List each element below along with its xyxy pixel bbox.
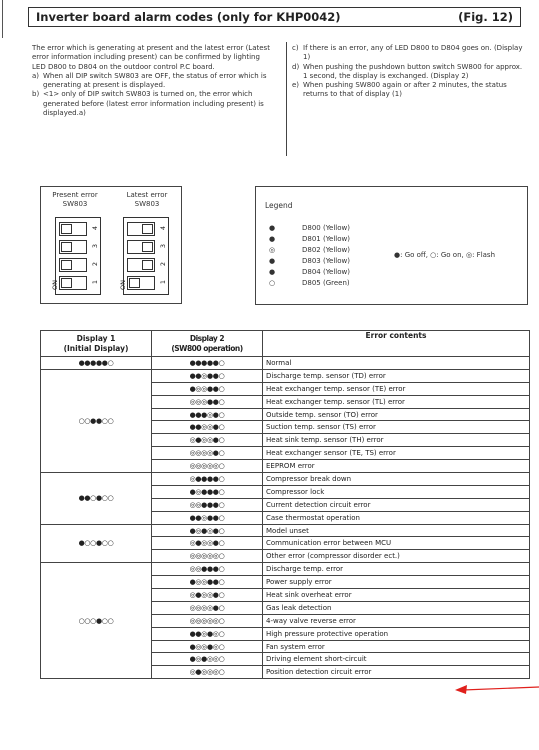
legend-row: [267, 235, 387, 245]
table-row: [41, 524, 530, 537]
arrow-head: [455, 685, 467, 694]
header-subtext: (SW800 operation): [171, 343, 243, 353]
legend-label: D804 (Yellow): [302, 268, 350, 276]
dip-knob-on: [129, 278, 140, 288]
dip-switch-diagram: [40, 186, 182, 304]
display1-led-pattern: ●○○●○○: [41, 524, 152, 563]
legend-label: D801 (Yellow): [302, 235, 350, 243]
error-content-cell: High pressure protective operation: [263, 627, 530, 640]
table-row: [41, 369, 530, 382]
intro-item-b: [32, 90, 270, 118]
error-content-cell: Case thermostat operation: [263, 511, 530, 524]
error-content-cell: Heat exchanger temp. sensor (TL) error: [263, 395, 530, 408]
legend-row: [267, 246, 387, 256]
dip-slot: [59, 258, 87, 272]
error-content-cell: Compressor break down: [263, 473, 530, 486]
display2-led-pattern: ◎◎◎◎◎○: [152, 460, 263, 473]
col-header-display1: [41, 331, 152, 357]
dip-slot: [59, 276, 87, 290]
list-marker: b): [32, 90, 40, 99]
dip-slot: [127, 240, 155, 254]
display2-led-pattern: ●◎●●●○: [152, 485, 263, 498]
arrow-shaft: [463, 687, 539, 690]
led-off-icon: ●: [268, 224, 276, 232]
on-label-present: ON: [50, 280, 59, 290]
error-content-cell: Gas leak detection: [263, 601, 530, 614]
col-header-display2: [152, 331, 263, 357]
display2-led-pattern: ●◎●◎◎○: [152, 653, 263, 666]
display2-led-pattern: ◎◎◎◎●○: [152, 601, 263, 614]
display1-led-pattern: ○○●●○○: [41, 369, 152, 472]
error-content-cell: Suction temp. sensor (TS) error: [263, 421, 530, 434]
legend-label: D803 (Yellow): [302, 257, 350, 265]
error-content-cell: Model unset: [263, 524, 530, 537]
intro-item-c: [292, 44, 528, 63]
legend-label: D805 (Green): [302, 279, 350, 287]
error-content-cell: Driving element short-circuit: [263, 653, 530, 666]
legend-box: [255, 186, 528, 305]
table-row: [41, 473, 530, 486]
error-content-cell: Outside temp. sensor (TO) error: [263, 408, 530, 421]
list-text: When all DIP switch SW803 are OFF, the status of error which is generating at present is displayed.: [43, 71, 267, 90]
dip-slot: [59, 240, 87, 254]
led-off-icon: ●: [268, 257, 276, 265]
list-marker: d): [292, 62, 300, 71]
error-content-cell: EEPROM error: [263, 460, 530, 473]
display1-led-pattern: ●●○●○○: [41, 473, 152, 525]
header-text: Display 1: [76, 333, 116, 343]
error-content-cell: Heat sink overheat error: [263, 589, 530, 602]
display2-led-pattern: ●●◎●●○: [152, 511, 263, 524]
present-sw-label: SW803: [62, 199, 88, 208]
intro-left: [32, 44, 270, 118]
display2-led-pattern: ●●◎◎●○: [152, 421, 263, 434]
figure-label: (Fig. 12): [458, 10, 513, 24]
legend-row: [267, 224, 387, 234]
display2-led-pattern: ◎●◎◎●○: [152, 434, 263, 447]
present-dip-switch: [55, 217, 101, 295]
present-error-label: Present error: [52, 191, 98, 199]
on-label-latest: ON: [118, 280, 127, 290]
legend-label: D802 (Yellow): [302, 246, 350, 254]
error-content-cell: Heat exchanger sensor (TE, TS) error: [263, 447, 530, 460]
display2-led-pattern: ●◎◎●●○: [152, 382, 263, 395]
error-content-cell: Current detection circuit error: [263, 498, 530, 511]
pointer-arrow: [455, 683, 539, 697]
led-flash-icon: ◎: [268, 246, 276, 254]
present-error-heading: [47, 191, 103, 208]
dip-number: 4: [90, 225, 99, 231]
display1-led-pattern: ●●●●●○: [41, 357, 152, 370]
error-content-cell: Compressor lock: [263, 485, 530, 498]
intro-paragraph: The error which is generating at present and the latest error (Latest error information including present) can be confirmed by lighting LED D800 to D804 on the outdoor control P.C board.: [32, 44, 270, 71]
dip-number: 4: [158, 225, 167, 231]
list-marker: e): [292, 81, 300, 90]
display2-led-pattern: ◎●●●●○: [152, 473, 263, 486]
display1-led-pattern: ○○○●○○: [41, 563, 152, 679]
display2-led-pattern: ●●●●●○: [152, 357, 263, 370]
page-edge-mark: [0, 0, 3, 38]
dip-knob-off: [61, 260, 72, 270]
dip-slot: [127, 276, 155, 290]
col-header-error-contents: Error contents: [263, 331, 530, 357]
table-row: [41, 357, 530, 370]
dip-slot: [59, 222, 87, 236]
legend-title: Legend: [265, 201, 293, 210]
header-subtext: (Initial Display): [63, 343, 129, 353]
dip-number: 1: [158, 279, 167, 285]
display2-led-pattern: ●◎◎●●○: [152, 576, 263, 589]
section-title: Inverter board alarm codes (only for KHP0042): [36, 10, 341, 24]
legend-row: [267, 279, 387, 289]
legend-row: [267, 257, 387, 267]
dip-knob-off: [142, 242, 153, 252]
display2-led-pattern: ◎●◎◎◎○: [152, 666, 263, 679]
dip-knob-off: [61, 278, 72, 288]
list-text: When pushing SW800 again or after 2 minutes, the status returns to that of display (1): [303, 81, 507, 99]
error-code-table: [40, 330, 530, 679]
section-header: [28, 7, 521, 27]
legend-label: D800 (Yellow): [302, 224, 350, 232]
display2-led-pattern: ◎◎◎◎◎○: [152, 614, 263, 627]
display2-led-pattern: ◎●◎◎●○: [152, 537, 263, 550]
error-content-cell: Fan system error: [263, 640, 530, 653]
latest-sw-label: SW803: [134, 199, 160, 208]
dip-number: 2: [90, 261, 99, 267]
intro-right: [292, 44, 528, 100]
display2-led-pattern: ◎◎●●●○: [152, 563, 263, 576]
column-divider: [286, 42, 287, 156]
error-content-cell: Discharge temp. error: [263, 563, 530, 576]
error-content-cell: Communication error between MCU: [263, 537, 530, 550]
header-text: Display 2: [189, 333, 225, 343]
table-row: [41, 563, 530, 576]
dip-number: 3: [90, 243, 99, 249]
dip-knob-off: [142, 260, 153, 270]
dip-number: 3: [158, 243, 167, 249]
display2-led-pattern: ◎●◎◎●○: [152, 589, 263, 602]
latest-dip-switch: [123, 217, 169, 295]
latest-error-heading: [117, 191, 177, 208]
error-content-cell: Normal: [263, 357, 530, 370]
display2-led-pattern: ●◎●◎●○: [152, 524, 263, 537]
legend-row: [267, 268, 387, 278]
display2-led-pattern: ◎◎◎◎◎○: [152, 550, 263, 563]
dip-slot: [127, 222, 155, 236]
dip-knob-off: [61, 242, 72, 252]
error-content-cell: Position detection circuit error: [263, 666, 530, 679]
list-text: When pushing the pushdown button switch SW800 for approx. 1 second, the display is exchanged. (Display 2): [303, 62, 523, 80]
table-header-row: [41, 331, 530, 357]
error-content-cell: Heat sink temp. sensor (TH) error: [263, 434, 530, 447]
error-content-cell: Heat exchanger temp. sensor (TE) error: [263, 382, 530, 395]
intro-item-e: [292, 81, 528, 100]
led-off-icon: ●: [268, 235, 276, 243]
display2-led-pattern: ◎◎●●●○: [152, 498, 263, 511]
error-content-cell: Power supply error: [263, 576, 530, 589]
display2-led-pattern: ◎◎◎◎●○: [152, 447, 263, 460]
led-off-icon: ●: [268, 268, 276, 276]
list-text: <1> only of DIP switch SW803 is turned on, the error which generated before (latest error information including present) is displayed.a): [43, 90, 264, 118]
display2-led-pattern: ◎◎◎●●○: [152, 395, 263, 408]
dip-slot: [127, 258, 155, 272]
dip-knob-off: [61, 224, 72, 234]
dip-number: 1: [90, 279, 99, 285]
display2-led-pattern: ●●●◎●○: [152, 408, 263, 421]
legend-note: ●: Go off, ○: Go on, ◎: Flash: [394, 251, 496, 259]
list-marker: c): [292, 44, 299, 52]
dip-knob-off: [142, 224, 153, 234]
display2-led-pattern: ●●◎●●○: [152, 369, 263, 382]
intro-item-a: [32, 72, 270, 91]
table-body: [41, 357, 530, 679]
error-content-cell: Discharge temp. sensor (TD) error: [263, 369, 530, 382]
intro-item-d: [292, 63, 528, 82]
display2-led-pattern: ●◎◎●◎○: [152, 640, 263, 653]
error-content-cell: 4-way valve reverse error: [263, 614, 530, 627]
latest-error-label: Latest error: [126, 191, 168, 199]
error-content-cell: Other error (compressor disorder ect.): [263, 550, 530, 563]
dip-number: 2: [158, 261, 167, 267]
list-text: If there is an error, any of LED D800 to D804 goes on. (Display 1): [303, 44, 523, 62]
list-marker: a): [32, 71, 40, 80]
led-on-icon: ○: [268, 279, 276, 287]
display2-led-pattern: ●●◎●◎○: [152, 627, 263, 640]
